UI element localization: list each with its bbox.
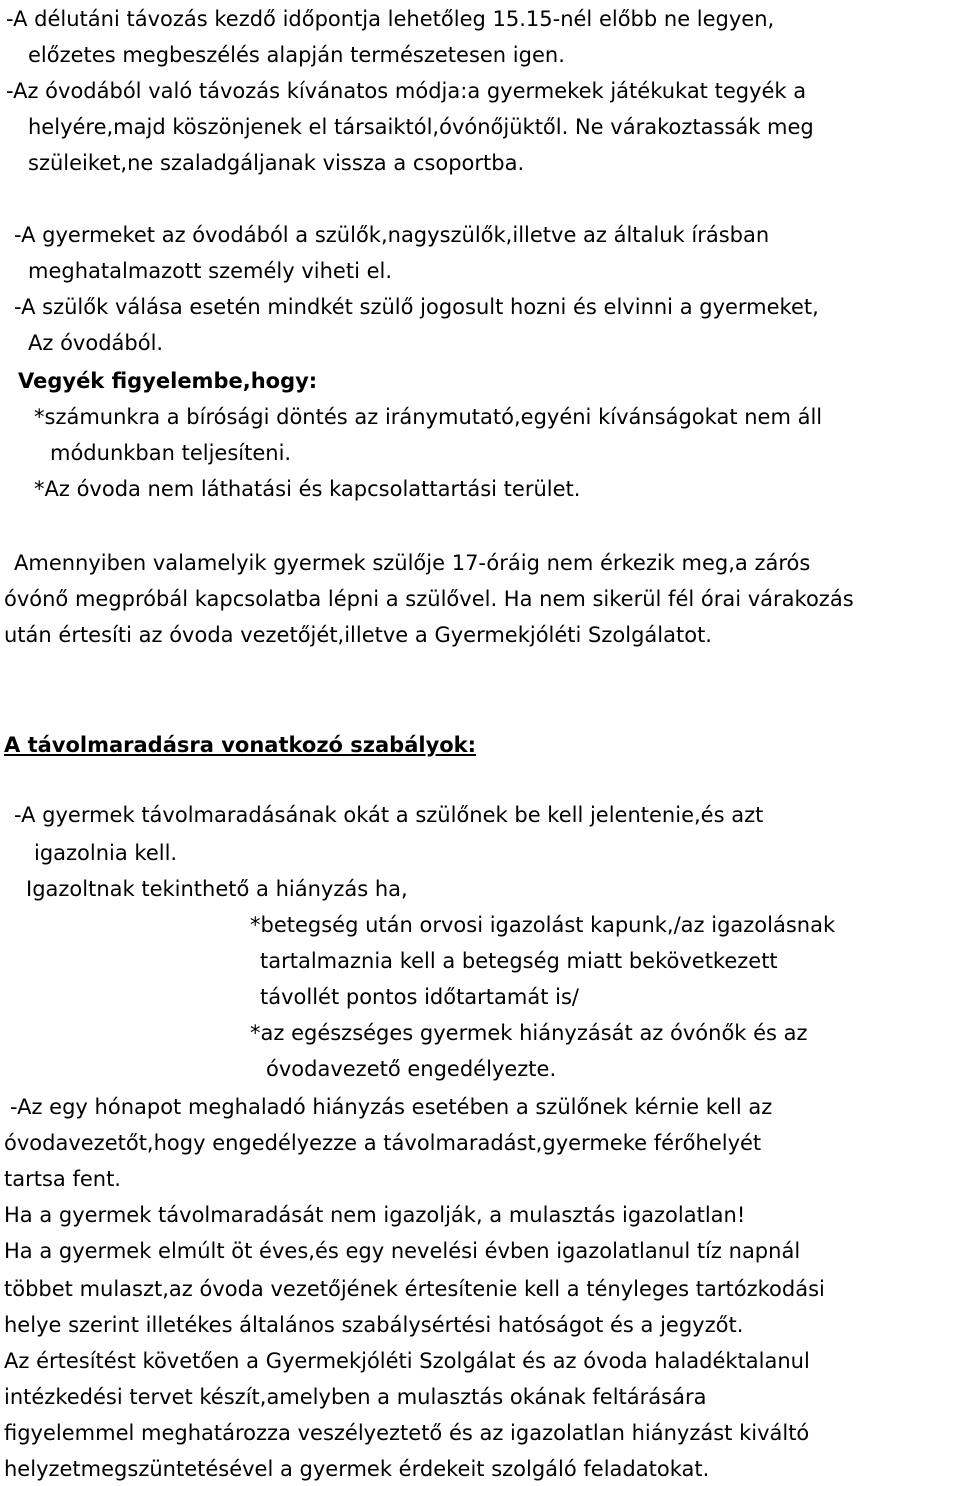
text-line: -A délutáni távozás kezdő időpontja lehetőleg 15.15-nél előbb ne legyen, [6,7,775,31]
section-subheading: Vegyék figyelembe,hogy: [18,369,318,393]
text-line: óvodavezetőt,hogy engedélyezze a távolmaradást,gyermeke férőhelyét [4,1131,762,1155]
text-line: -A szülők válása esetén mindkét szülő jogosult hozni és elvinni a gyermeket, [14,295,819,319]
text-line: Igazoltnak tekinthető a hiányzás ha, [26,877,408,901]
text-line: helyére,majd köszönjenek el társaiktól,óvónőjüktől. Ne várakoztassák meg [28,115,814,139]
text-line: meghatalmazott személy viheti el. [28,259,393,283]
text-line: Ha a gyermek elmúlt öt éves,és egy nevelési évben igazolatlanul tíz napnál [4,1239,801,1263]
text-line: -Az óvodából való távozás kívánatos módja:a gyermekek játékukat tegyék a [6,79,807,103]
text-line: igazolnia kell. [34,841,178,865]
text-line: intézkedési tervet készít,amelyben a mulasztás okának feltárására [4,1385,707,1409]
list-item: *Az óvoda nem láthatási és kapcsolattartási terület. [34,477,581,501]
text-line: után értesíti az óvoda vezetőjét,illetve a Gyermekjóléti Szolgálatot. [4,623,712,647]
list-item: *számunkra a bírósági döntés az iránymutató,egyéni kívánságokat nem áll [34,405,823,429]
text-line: -A gyermek távolmaradásának okát a szülőnek be kell jelentenie,és azt [14,803,764,827]
text-line: Az értesítést követően a Gyermekjóléti Szolgálat és az óvoda haladéktalanul [4,1349,810,1373]
text-line: tartsa fent. [4,1167,121,1191]
text-line: Az óvodából. [28,331,164,355]
list-item: módunkban teljesíteni. [50,441,292,465]
text-line: többet mulaszt,az óvoda vezetőjének értesítenie kell a tényleges tartózkodási [4,1277,825,1301]
list-item: tartalmaznia kell a betegség miatt bekövetkezett [260,949,778,973]
text-line: -A gyermeket az óvodából a szülők,nagyszülők,illetve az általuk írásban [14,223,770,247]
text-line: -Az egy hónapot meghaladó hiányzás esetében a szülőnek kérnie kell az [10,1095,773,1119]
list-item: *az egészséges gyermek hiányzását az óvónők és az [250,1021,808,1045]
section-heading: A távolmaradásra vonatkozó szabályok: [4,733,477,757]
text-line: figyelemmel meghatározza veszélyeztető és az igazolatlan hiányzást kiváltó [4,1421,810,1445]
list-item: *betegség után orvosi igazolást kapunk,/az igazolásnak [250,913,836,937]
list-item: távollét pontos időtartamát is/ [260,985,579,1009]
text-line: Ha a gyermek távolmaradását nem igazolják, a mulasztás igazolatlan! [4,1203,746,1227]
text-line: helyzetmegszüntetésével a gyermek érdekeit szolgáló feladatokat. [4,1457,710,1481]
text-line: óvónő megpróbál kapcsolatba lépni a szülővel. Ha nem sikerül fél órai várakozás [4,587,854,611]
list-item: óvodavezető engedélyezte. [266,1057,557,1081]
text-line: Amennyiben valamelyik gyermek szülője 17-óráig nem érkezik meg,a zárós [14,551,811,575]
text-line: szüleiket,ne szaladgáljanak vissza a csoportba. [28,151,525,175]
text-line: helye szerint illetékes általános szabálysértési hatóságot és a jegyzőt. [4,1313,744,1337]
text-line: előzetes megbeszélés alapján természetesen igen. [28,43,565,67]
